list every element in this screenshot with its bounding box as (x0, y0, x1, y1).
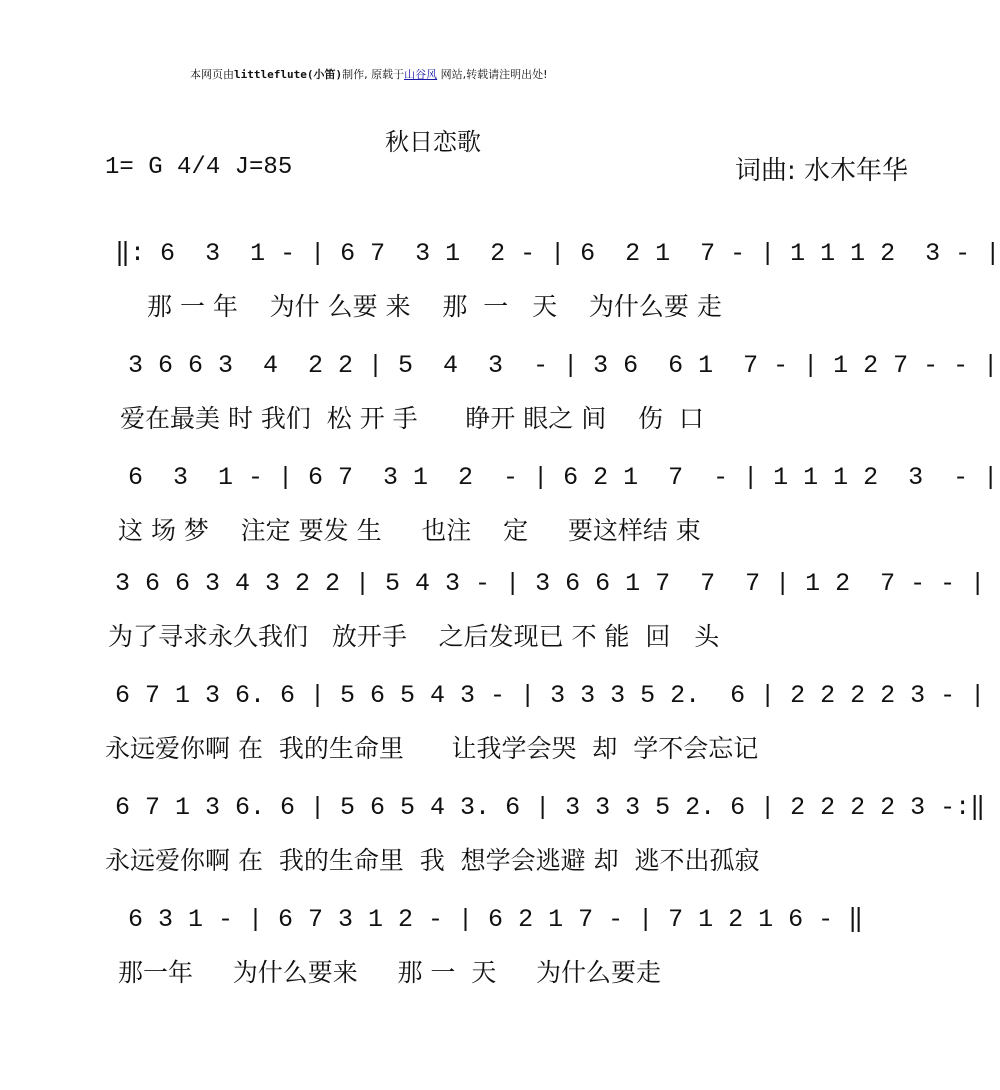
score-notes-line-7: 6 3 1 - | 6 7 3 1 2 - | 6 2 1 7 - | 7 1 2 1 6 - ‖ (128, 905, 864, 934)
credit-middle: 制作, 原载于 (342, 68, 405, 81)
credit-suffix: 网站,转载请注明出处! (437, 68, 548, 81)
song-title: 秋日恋歌 (385, 128, 481, 156)
site-link[interactable]: 山谷风 (404, 68, 438, 81)
score-lyrics-line-5: 永远爱你啊 在 我的生命里 让我学会哭 却 学不会忘记 (105, 734, 759, 763)
key-signature-tempo: 1= G 4/4 J=85 (105, 154, 293, 181)
score-lyrics-line-7: 那一年 为什么要来 那 一 天 为什么要走 (118, 958, 662, 987)
score-lyrics-line-6: 永远爱你啊 在 我的生命里 我 想学会逃避 却 逃不出孤寂 (105, 846, 760, 875)
score-notes-line-4: 3 6 6 3 4 3 2 2 | 5 4 3 - | 3 6 6 1 7 7 7 | 1 2 7 - - | (115, 569, 986, 598)
credit-line (190, 66, 548, 82)
score-notes-line-3: 6 3 1 - | 6 7 3 1 2 - | 6 2 1 7 - | 1 1 1 2 3 - | (128, 463, 999, 492)
score-notes-line-2: 3 6 6 3 4 2 2 | 5 4 3 - | 3 6 6 1 7 - | 1 2 7 - - | (128, 351, 999, 380)
score-notes-line-5: 6 7 1 3 6. 6 | 5 6 5 4 3 - | 3 3 3 5 2. 6 | 2 2 2 2 3 - | (115, 681, 986, 710)
score-lyrics-line-1: 那 一 年 为什 么要 来 那 一 天 为什么要 走 (147, 292, 722, 321)
score-notes-line-1: ‖: 6 3 1 - | 6 7 3 1 2 - | 6 2 1 7 - | 1 1 1 2 3 - | (115, 239, 1000, 268)
credit-author: littleflute(小笛) (234, 68, 343, 81)
score-lyrics-line-4: 为了寻求永久我们 放开手 之后发现已 不 能 回 头 (108, 622, 720, 651)
score-notes-line-6: 6 7 1 3 6. 6 | 5 6 5 4 3. 6 | 3 3 3 5 2. 6 | 2 2 2 2 3 -:‖ (115, 793, 986, 822)
composer-credit: 词曲: 水木年华 (735, 156, 909, 186)
score-lyrics-line-2: 爱在最美 时 我们 松 开 手 睁开 眼之 间 伤 口 (120, 404, 704, 433)
credit-prefix: 本网页由 (190, 68, 234, 81)
score-lyrics-line-3: 这 场 梦 注定 要发 生 也注 定 要这样结 束 (118, 516, 701, 545)
